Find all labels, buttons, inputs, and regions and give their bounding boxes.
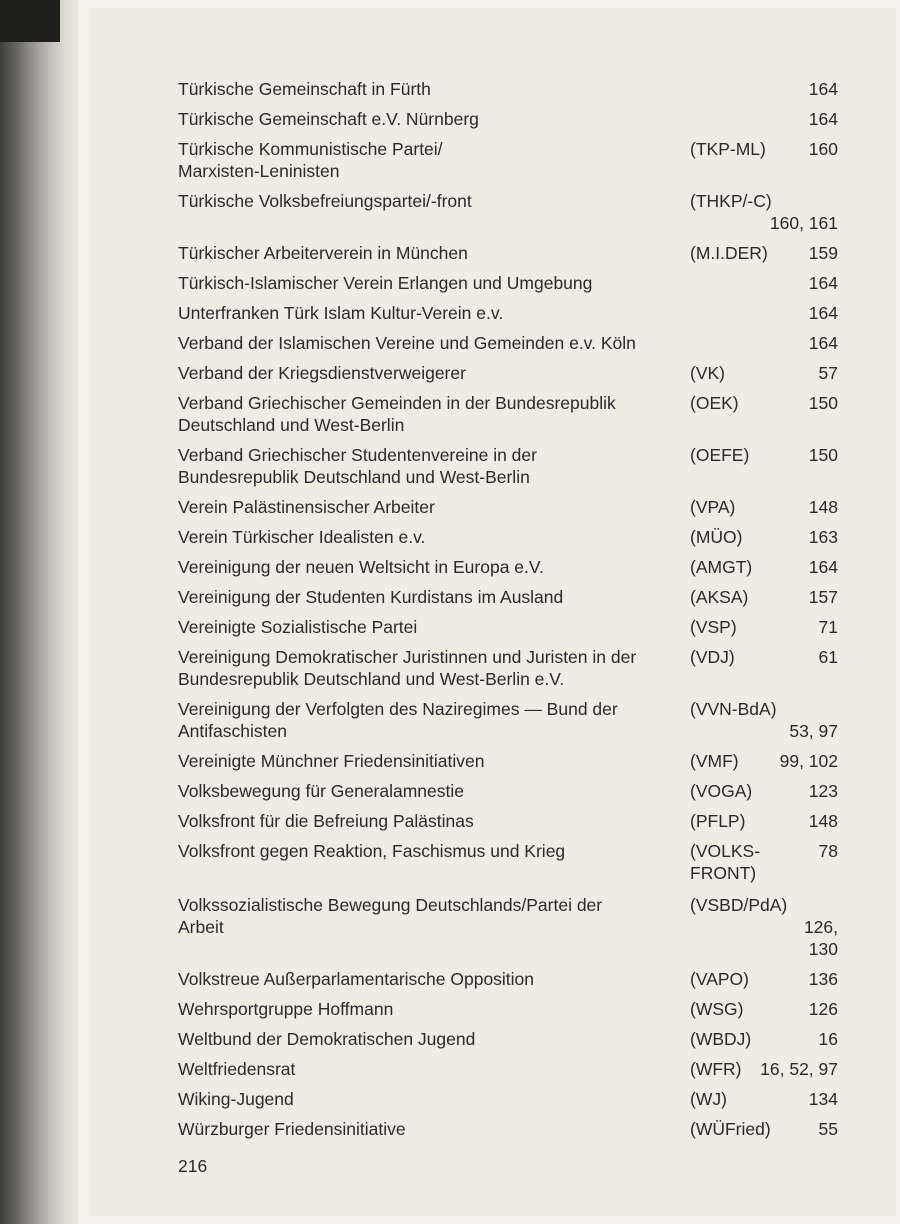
page-references: 148 (808, 811, 838, 831)
page-references: 126 (808, 999, 838, 1019)
organization-abbreviation: (AMGT) (690, 557, 753, 577)
organization-name: Wiking-Jugend (178, 1089, 294, 1109)
index-entry (178, 138, 838, 182)
index-entry (178, 242, 838, 264)
index-entry (178, 78, 838, 100)
index-entry (178, 302, 838, 324)
index-entry (178, 1088, 838, 1110)
organization-name: Türkisch-Islamischer Verein Erlangen und Umgebung (178, 273, 593, 293)
organization-abbreviation: (VK) (690, 363, 725, 383)
index-entry (178, 968, 838, 990)
organization-name: Weltfriedensrat (178, 1059, 296, 1079)
page-references: 16, 52, 97 (760, 1059, 838, 1079)
index-entry (178, 780, 838, 802)
page-references: 164 (808, 333, 838, 353)
organization-name: Weltbund der Demokratischen Jugend (178, 1029, 476, 1049)
page-references: 123 (808, 781, 838, 801)
organization-abbreviation: (WSG) (690, 999, 744, 1019)
index-entry (178, 750, 838, 772)
page-references: 126, 130 (803, 917, 838, 959)
organization-name: Verband der Kriegsdienstverweigerer (178, 363, 466, 383)
organization-abbreviation: (WFR) (690, 1059, 742, 1079)
organization-name: Vereinigung der Verfolgten des Naziregimes — Bund der Antifaschisten (178, 699, 618, 741)
organization-name: Türkische Gemeinschaft e.V. Nürnberg (178, 109, 479, 129)
book-binding-corner (0, 0, 60, 42)
index-entry (178, 998, 838, 1020)
organization-name: Verein Türkischer Idealisten e.v. (178, 527, 426, 547)
index-entry (178, 894, 838, 960)
organization-name: Würzburger Friedensinitiative (178, 1119, 406, 1139)
organization-abbreviation: (M.I.DER) (690, 243, 768, 263)
organization-name: Türkische Gemeinschaft in Fürth (178, 79, 431, 99)
organization-name: Unterfranken Türk Islam Kultur-Verein e.v. (178, 303, 504, 323)
organization-name: Volksbewegung für Generalamnestie (178, 781, 465, 801)
organization-abbreviation: (VOLKS-FRONT) (690, 841, 761, 883)
page-references: 163 (808, 527, 838, 547)
page-references: 53, 97 (789, 721, 838, 741)
index-entry (178, 556, 838, 578)
index-entry (178, 392, 838, 436)
page-references: 159 (808, 243, 838, 263)
organization-abbreviation: (PFLP) (690, 811, 746, 831)
index-entry (178, 810, 838, 832)
organization-abbreviation: (WBDJ) (690, 1029, 752, 1049)
organization-abbreviation: (VAPO) (690, 969, 749, 989)
page-references: 148 (808, 497, 838, 517)
organization-abbreviation: (WÜFried) (690, 1119, 771, 1139)
organization-name: Volkssozialistische Bewegung Deutschlands/Partei der Arbeit (178, 895, 603, 937)
organization-name: Verein Palästinensischer Arbeiter (178, 497, 435, 517)
page-references: 61 (818, 647, 838, 667)
organization-name: Wehrsportgruppe Hoffmann (178, 999, 394, 1019)
organization-name: Türkischer Arbeiterverein in München (178, 243, 468, 263)
index-entry (178, 332, 838, 354)
index-entry (178, 1058, 838, 1080)
organization-abbreviation: (THKP/-C) (690, 191, 772, 211)
page-references: 164 (808, 109, 838, 129)
organization-name: Vereinigung der neuen Weltsicht in Europa e.V. (178, 557, 544, 577)
page-references: 99, 102 (779, 751, 838, 771)
page-references: 78 (818, 841, 838, 861)
page-references: 71 (818, 617, 838, 637)
page-references: 157 (808, 587, 838, 607)
organization-abbreviation: (VOGA) (690, 781, 753, 801)
organization-abbreviation: (VMF) (690, 751, 739, 771)
index-entry (178, 496, 838, 518)
organization-abbreviation: (VSBD/PdA) (690, 895, 788, 915)
index-entry (178, 586, 838, 608)
index-entry (178, 190, 838, 234)
page-number: 216 (178, 1156, 208, 1176)
page-references: 134 (808, 1089, 838, 1109)
organization-abbreviation: (VVN-BdA) (690, 699, 777, 719)
organization-name: Türkische Volksbefreiungspartei/-front (178, 191, 472, 211)
page-references: 164 (808, 303, 838, 323)
organization-abbreviation: (VDJ) (690, 647, 735, 667)
index-entry (178, 616, 838, 638)
organization-name: Volksfront für die Befreiung Palästinas (178, 811, 474, 831)
index-entry (178, 272, 838, 294)
index-entry (178, 1028, 838, 1050)
page-references: 164 (808, 273, 838, 293)
page-references: 160, 161 (769, 213, 838, 233)
organization-abbreviation: (AKSA) (690, 587, 749, 607)
index-entry (178, 1118, 838, 1140)
page-references: 164 (808, 79, 838, 99)
organization-abbreviation: (VSP) (690, 617, 737, 637)
index-entry (178, 362, 838, 384)
organization-name: Vereinigung Demokratischer Juristinnen und Juristen in der Bundesrepublik Deutschland und West-Berlin e.V. (178, 647, 637, 689)
organization-name: Vereinigte Sozialistische Partei (178, 617, 418, 637)
page-references: 57 (818, 363, 838, 383)
organization-name: Vereinigung der Studenten Kurdistans im Ausland (178, 587, 564, 607)
index-entry (178, 526, 838, 548)
organization-name: Volksfront gegen Reaktion, Faschismus und Krieg (178, 841, 566, 861)
page-references: 136 (808, 969, 838, 989)
index-entry (178, 108, 838, 130)
organization-abbreviation: (TKP-ML) (690, 139, 766, 159)
page-references: 55 (818, 1119, 838, 1139)
book-binding-shadow (0, 0, 78, 1224)
organization-name: Verband Griechischer Gemeinden in der Bundesrepublik Deutschland und West-Berlin (178, 393, 616, 435)
organization-name: Verband Griechischer Studentenvereine in der Bundesrepublik Deutschland und West-Berlin (178, 445, 537, 487)
organization-index (178, 78, 838, 1148)
organization-name: Verband der Islamischen Vereine und Gemeinden e.v. Köln (178, 333, 636, 353)
organization-abbreviation: (OEK) (690, 393, 739, 413)
organization-abbreviation: (VPA) (690, 497, 736, 517)
organization-abbreviation: (WJ) (690, 1089, 727, 1109)
page-references: 150 (808, 445, 838, 465)
index-entry (178, 698, 838, 742)
index-entry (178, 840, 838, 884)
organization-abbreviation: (OEFE) (690, 445, 750, 465)
organization-abbreviation: (MÜO) (690, 527, 743, 547)
index-entry (178, 646, 838, 690)
page-references: 160 (808, 139, 838, 159)
index-entry (178, 444, 838, 488)
organization-name: Türkische Kommunistische Partei/ Marxisten-Leninisten (178, 139, 443, 181)
page-references: 16 (818, 1029, 838, 1049)
page-references: 150 (808, 393, 838, 413)
organization-name: Vereinigte Münchner Friedensinitiativen (178, 751, 485, 771)
page-references: 164 (808, 557, 838, 577)
organization-name: Volkstreue Außerparlamentarische Opposition (178, 969, 535, 989)
